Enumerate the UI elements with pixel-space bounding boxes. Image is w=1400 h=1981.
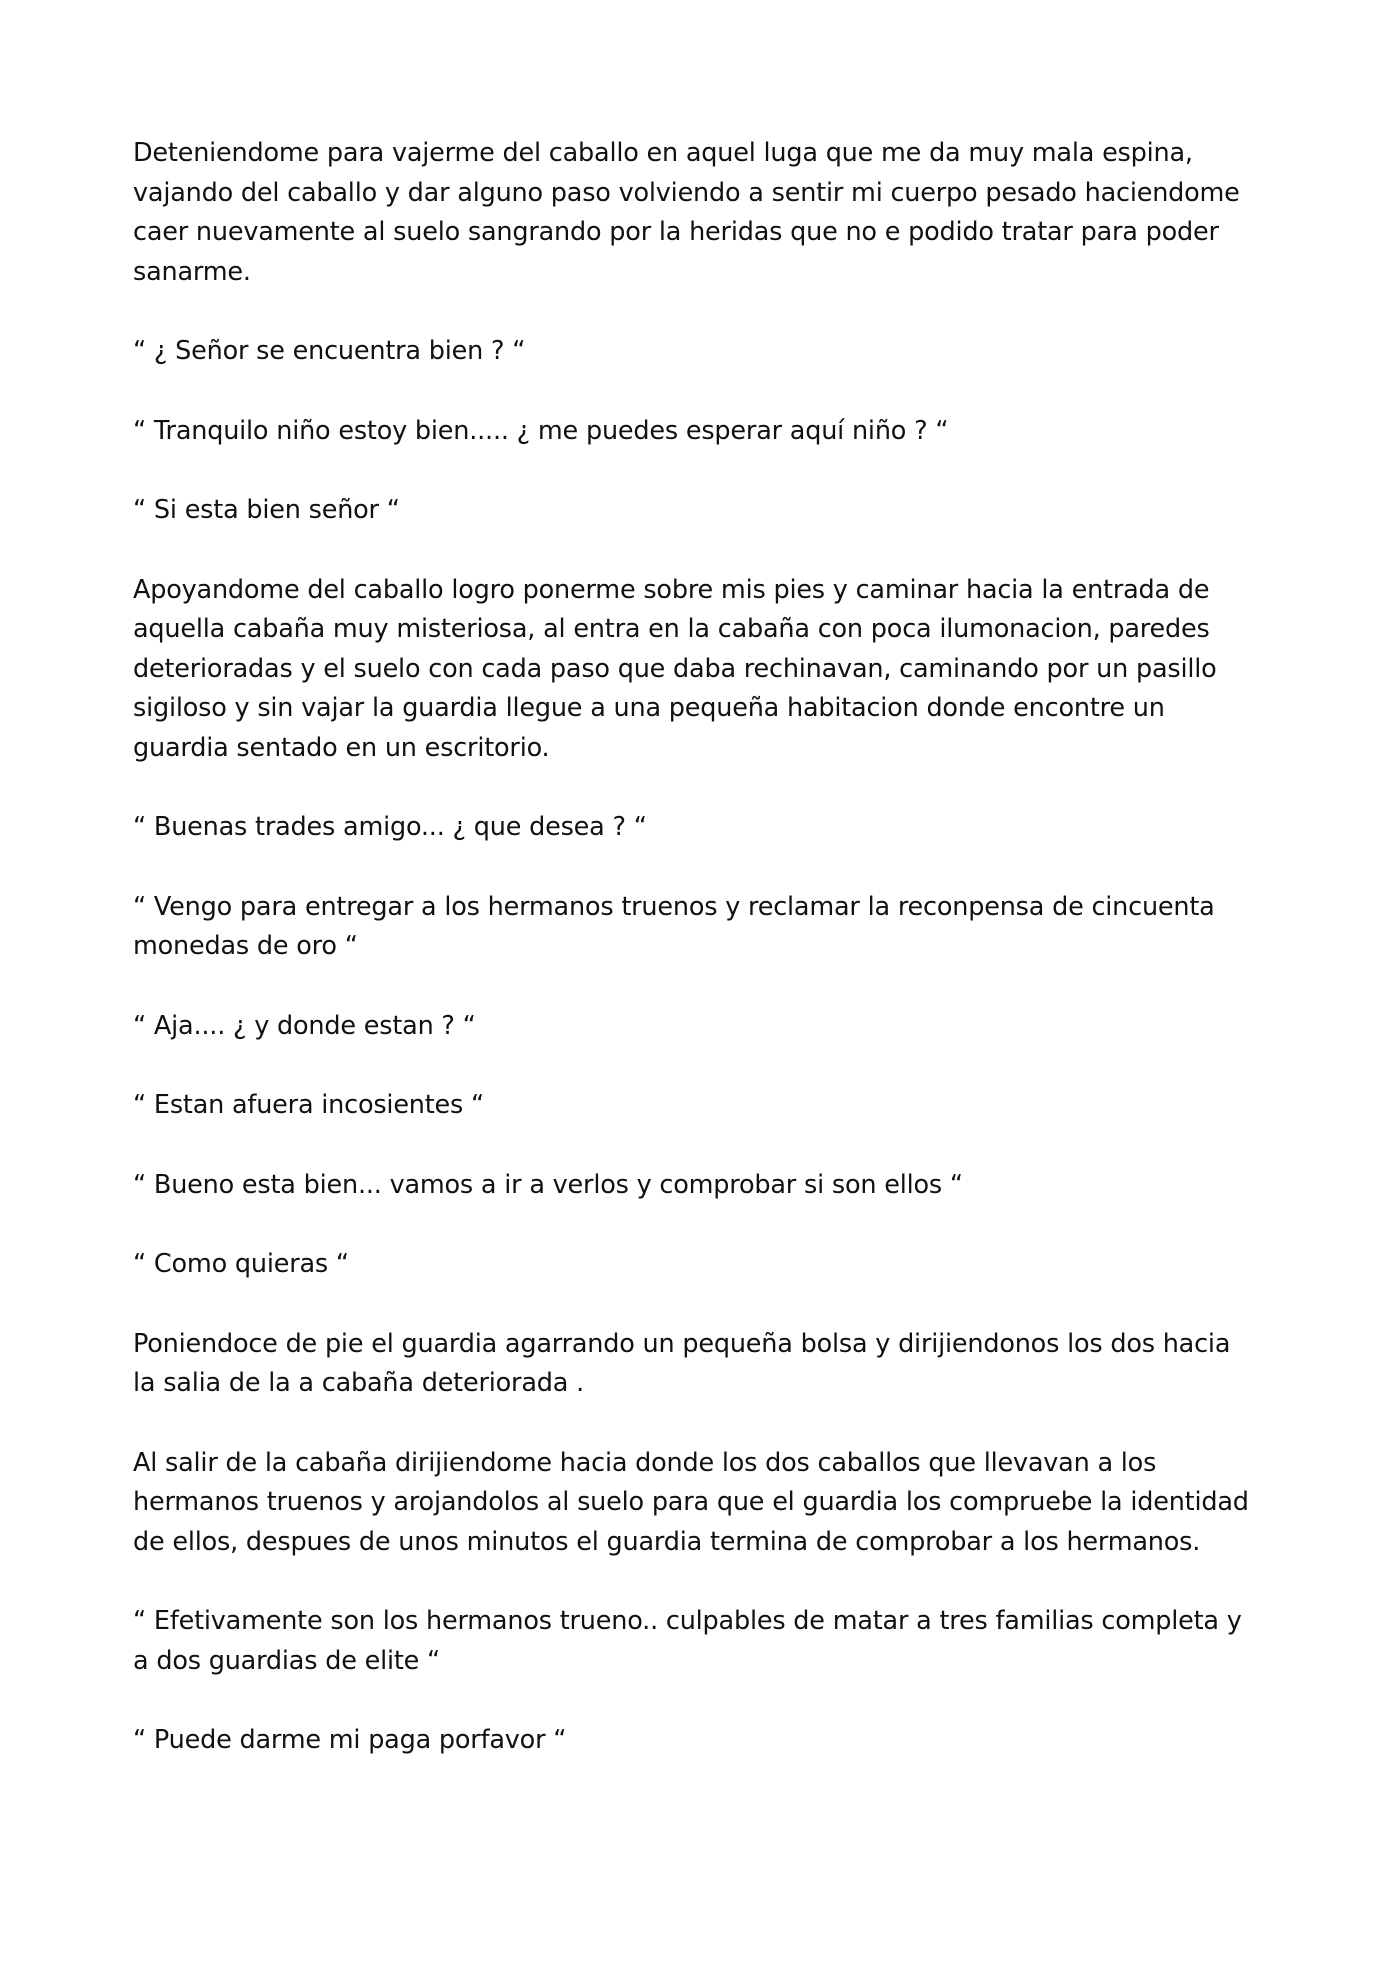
dialogue-line: “ Bueno esta bien... vamos a ir a verlos y comprobar si son ellos “ (133, 1169, 963, 1200)
dialogue-line: “ Como quieras “ (133, 1249, 349, 1279)
dialogue-line: “ ¿ Señor se encuentra bien ? “ (133, 336, 526, 366)
dialogue-line: “ Tranquilo niño estoy bien..... ¿ me puedes esperar aquí niño ? “ (133, 415, 949, 446)
dialogue-line: “ Buenas trades amigo... ¿ que desea ? “ (133, 812, 647, 842)
dialogue-line: “ Vengo para entregar a los hermanos truenos y reclamar la reconpensa de cincuenta monedas de oro “ (133, 891, 1215, 961)
narrative-paragraph: Poniendoce de pie el guardia agarrando un pequeña bolsa y dirijiendonos los dos hacia la salia de la a cabaña deteriorada . (133, 1328, 1231, 1398)
narrative-paragraph: Al salir de la cabaña dirijiendome hacia donde los dos caballos que llevavan a los hermanos truenos y arojandolos al suelo para que el guardia los compruebe la identidad de ellos, despues de unos minutos el guardia termina de comprobar a los hermanos. (133, 1447, 1249, 1557)
narrative-paragraph: Apoyandome del caballo logro ponerme sobre mis pies y caminar hacia la entrada de aquella cabaña muy misteriosa, al entra en la cabaña con poca ilumonacion, paredes deterioradas y el suelo con cada paso que daba rechinavan, caminando por un pasillo sigiloso y sin vajar la guardia llegue a una pequeña habitacion donde encontre un guardia sentado en un escritorio. (133, 574, 1217, 763)
dialogue-line: “ Aja.... ¿ y donde estan ? “ (133, 1010, 476, 1041)
narrative-paragraph: Deteniendome para vajerme del caballo en aquel luga que me da muy mala espina, vajando del caballo y dar alguno paso volviendo a sentir mi cuerpo pesado haciendome caer nuevamente al suelo sangrando por la heridas que no e podido tratar para poder sanarme. (133, 138, 1240, 287)
dialogue-line: “ Puede darme mi paga porfavor “ (133, 1725, 567, 1755)
dialogue-line: “ Si esta bien señor “ (133, 495, 400, 525)
dialogue-line: “ Efetivamente son los hermanos trueno.. culpables de matar a tres familias completa y a dos guardias de elite “ (133, 1606, 1242, 1676)
dialogue-line: “ Estan afuera incosientes “ (133, 1090, 485, 1120)
